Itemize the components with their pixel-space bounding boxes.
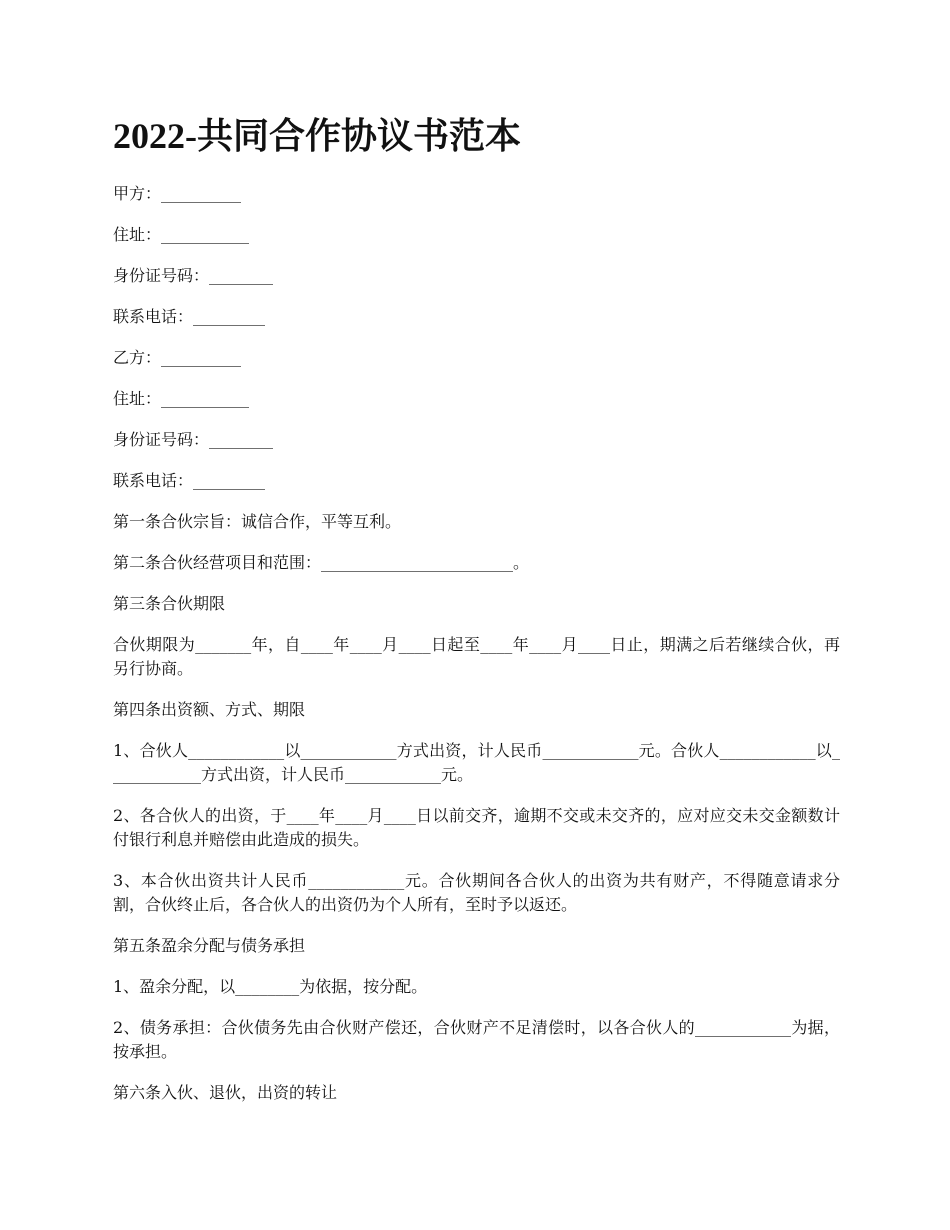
party-b-address: 住址：___________	[113, 389, 250, 408]
party-b-name: 乙方：__________	[113, 348, 242, 367]
party-a-address: 住址：___________	[113, 225, 250, 244]
party-b-id-number: 身份证号码：________	[113, 430, 274, 449]
document-title: 2022-共同合作协议书范本	[113, 116, 521, 156]
party-a-id-number: 身份证号码：________	[113, 266, 274, 285]
clause-3-term: 合伙期限为_______年，自____年____月____日起至____年____月____日止，期满之后若继续合伙，再另行协商。	[113, 635, 840, 678]
clause-4-item-2: 2、各合伙人的出资，于____年____月____日以前交齐，逾期不交或未交齐的，应对应交未交金额数计付银行利息并赔偿由此造成的损失。	[113, 806, 840, 849]
clause-5-item-2: 2、债务承担：合伙债务先由合伙财产偿还，合伙财产不足清偿时，以各合伙人的____________为据，按承担。	[113, 1018, 840, 1061]
document-page	[113, 110, 840, 1122]
clause-3-heading: 第三条合伙期限	[113, 594, 226, 613]
clause-2-scope: 第二条合伙经营项目和范围：________________________。	[113, 553, 530, 572]
party-a-phone: 联系电话：_________	[113, 307, 266, 326]
party-b-phone: 联系电话：_________	[113, 471, 266, 490]
clause-5-heading: 第五条盈余分配与债务承担	[113, 936, 306, 955]
party-a-name: 甲方：__________	[113, 184, 242, 203]
clause-4-item-3: 3、本合伙出资共计人民币____________元。合伙期间各合伙人的出资为共有财产，不得随意请求分割，合伙终止后，各合伙人的出资仍为个人所有，至时予以返还。	[113, 871, 840, 914]
clause-6-heading: 第六条入伙、退伙，出资的转让	[113, 1083, 338, 1102]
clause-1-purpose: 第一条合伙宗旨：诚信合作，平等互利。	[113, 512, 402, 531]
clause-5-item-1: 1、盈余分配，以________为依据，按分配。	[113, 977, 428, 996]
clause-4-heading: 第四条出资额、方式、期限	[113, 700, 306, 719]
clause-4-item-1: 1、合伙人____________以____________方式出资，计人民币____________元。合伙人____________以____________方式出资，计人民币____________元。	[113, 741, 840, 784]
